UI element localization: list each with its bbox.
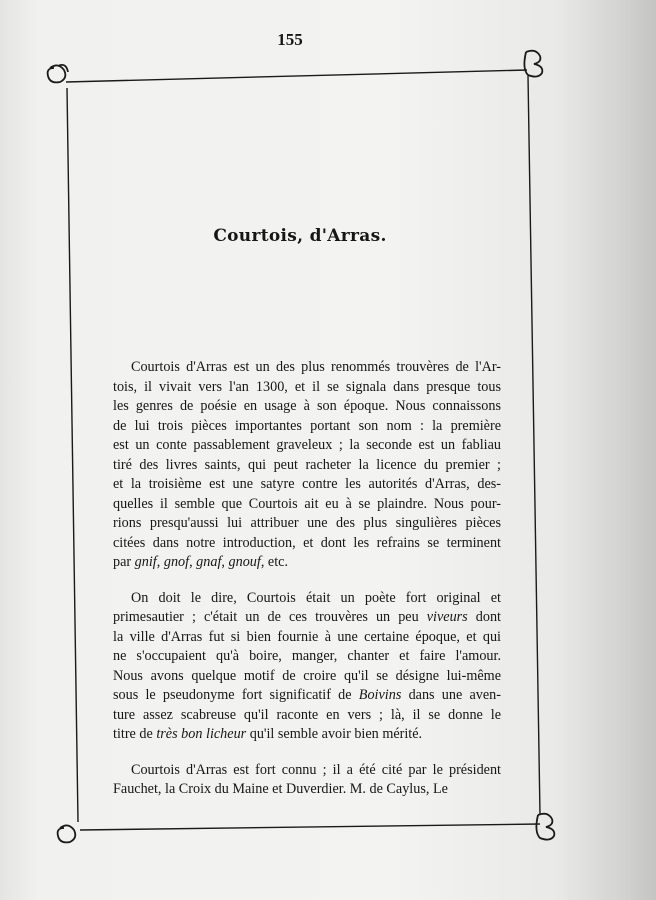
text-line	[113, 667, 501, 687]
corner-ornament-bottom-left-icon	[58, 825, 76, 842]
text-line	[113, 647, 501, 667]
text-line	[113, 761, 501, 781]
frame-right-rule	[528, 76, 540, 815]
text-line	[113, 553, 501, 573]
italic-text: très bon licheur	[156, 726, 247, 742]
page-number: 155	[277, 30, 303, 49]
text-segment: Courtois d'Arras est un des plus renommés trouvères de l'Ar-	[131, 359, 501, 375]
corner-ornament-top-left-icon	[48, 65, 68, 83]
paragraph	[113, 761, 501, 800]
frame-left-rule	[67, 88, 78, 822]
text-line	[113, 358, 501, 378]
text-line	[113, 686, 501, 706]
text-segment: ture assez scabreuse qu'il raconte en vers ; là, il se donne le	[113, 706, 501, 723]
text-segment: ,	[189, 554, 197, 570]
frame-top-rule	[66, 70, 527, 82]
corner-ornament-top-right-icon	[524, 51, 542, 77]
text-line	[113, 780, 501, 800]
text-line	[113, 436, 501, 456]
corner-ornament-bottom-right-icon	[536, 814, 554, 840]
text-segment: quelles il semble que Courtois ait eu à se plaindre. Nous pour-	[113, 495, 501, 512]
text-segment: de lui trois pièces importantes portant son nom : la première	[113, 417, 501, 434]
text-segment: ,	[156, 554, 164, 570]
text-segment: Courtois d'Arras est fort connu ; il a été cité par le président	[131, 761, 501, 778]
text-segment: tois, il vivait vers l'an 1300, et il se signala dans presque tous	[113, 378, 501, 395]
chapter-title: Courtois, d'Arras.	[213, 226, 387, 246]
text-segment: sous le pseudonyme fort significatif de	[113, 687, 359, 703]
text-line	[113, 397, 501, 417]
italic-text: viveurs	[426, 609, 468, 625]
italic-text: gnaf	[196, 554, 222, 570]
text-segment: ,	[221, 554, 229, 570]
paragraph	[113, 358, 501, 573]
text-segment: ne s'occupaient qu'à boire, manger, chanter et faire l'amour.	[113, 648, 501, 664]
text-segment: rions presqu'aussi lui attribuer une des plus singulières pièces	[113, 515, 501, 531]
text-segment: primesautier ; c'était un de ces trouvères un peu	[113, 609, 427, 625]
frame-bottom-rule	[80, 824, 540, 830]
text-segment: Nous avons quelque motif de croire qu'il se désigne lui-même	[113, 667, 501, 684]
text-line	[113, 589, 501, 609]
text-line	[113, 534, 501, 554]
text-segment: On doit le dire, Courtois était un poète fort original et	[131, 589, 501, 606]
text-segment: est un conte passablement graveleux ; la seconde est un fabliau	[113, 437, 501, 453]
italic-text: gnof	[163, 554, 190, 570]
text-line	[113, 495, 501, 515]
text-segment: tiré des livres saints, qui peut racheter la licence du premier ;	[113, 456, 501, 473]
italic-text: gnif	[134, 554, 157, 570]
text-line	[113, 514, 501, 534]
text-segment: titre de	[113, 726, 157, 742]
text-segment: les genres de poésie en usage à son époque. Nous connaissons	[113, 398, 501, 414]
text-line	[113, 475, 501, 495]
text-segment: , etc.	[260, 554, 289, 570]
text-segment: et la troisième est une satyre contre les autorités d'Arras, des-	[113, 476, 501, 492]
text-line	[113, 608, 501, 628]
text-line	[113, 706, 501, 726]
text-segment: Fauchet, la Croix du Maine et Duverdier. M. de Caylus, Le	[113, 781, 448, 797]
text-segment: citées dans notre introduction, et dont les refrains se terminent	[113, 534, 501, 551]
text-line	[113, 417, 501, 437]
text-line	[113, 456, 501, 476]
text-segment: qu'il semble avoir bien mérité.	[246, 726, 423, 742]
text-line	[113, 628, 501, 648]
text-segment: la ville d'Arras fut si bien fournie à une certaine époque, et qui	[113, 628, 501, 645]
text-line	[113, 725, 501, 745]
italic-text: gnouf	[228, 554, 261, 570]
paragraph	[113, 589, 501, 745]
text-segment: par	[113, 554, 135, 570]
text-segment: dans une aven-	[401, 687, 501, 703]
text-segment: dont	[467, 609, 501, 625]
italic-text: Boivins	[358, 687, 402, 703]
body-text	[113, 358, 501, 816]
text-line	[113, 378, 501, 398]
